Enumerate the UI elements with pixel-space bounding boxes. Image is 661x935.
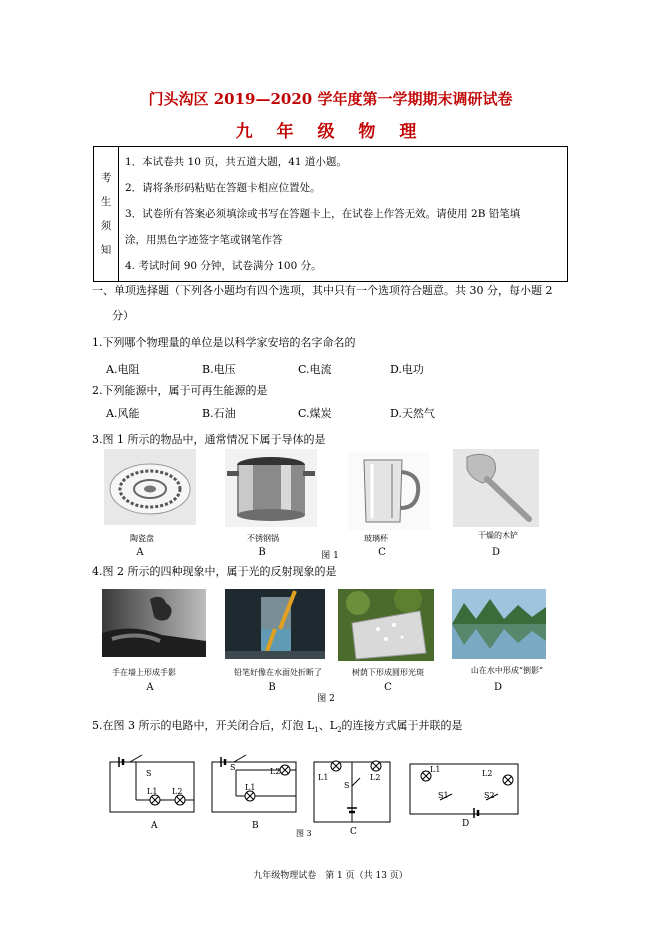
q3-caption-a: 陶瓷盘 xyxy=(130,534,154,543)
circuit-c-l2-label: L2 xyxy=(370,773,381,782)
q3-letter-a: A xyxy=(136,547,144,558)
light-spots-image xyxy=(338,589,434,661)
question-1-stem: 1.下列哪个物理量的单位是以科学家安培的名字命名的 xyxy=(92,336,356,349)
q5-letter-a: A xyxy=(151,821,158,831)
glass-cup-image xyxy=(348,452,430,530)
hand-shadow-image xyxy=(102,589,206,657)
notice-line: 3．试卷所有答案必须填涂或书写在答题卡上，在试卷上作答无效。请使用 2B 铅笔填 xyxy=(125,208,521,220)
notice-line: 2．请将条形码粘贴在答题卡相应位置处。 xyxy=(125,182,321,194)
q2-option-a: A.风能 xyxy=(106,407,140,420)
q1-option-a: A.电阻 xyxy=(106,363,140,376)
notice-lines xyxy=(119,147,568,282)
mountain-reflection-image xyxy=(452,589,546,659)
q4-caption-b: 铅笔好像在水面处折断了 xyxy=(234,668,322,677)
question-2-stem: 2.下列能源中，属于可再生能源的是 xyxy=(92,384,268,397)
circuit-b-s-label: S xyxy=(230,763,236,772)
q3-caption-b: 不锈钢锅 xyxy=(247,534,279,543)
section-heading: 一、单项选择题（下列各小题均有四个选项，其中只有一个选项符合题意。共 30 分，每小题 2 xyxy=(92,284,553,297)
q5-letter-b: B xyxy=(252,821,259,831)
circuit-diagrams-figure xyxy=(100,750,530,840)
circuit-d-s1-label: S1 xyxy=(438,791,449,800)
steel-pot-image xyxy=(225,449,317,527)
notice-side-label xyxy=(94,147,119,282)
q2-option-c: C.煤炭 xyxy=(298,407,332,420)
q3-figure-label: 图 1 xyxy=(321,551,339,561)
q4-caption-c: 树荫下形成圆形光斑 xyxy=(352,668,424,677)
notice-line: 1．本试卷共 10 页，共五道大题，41 道小题。 xyxy=(125,156,347,168)
q1-option-c: C.电流 xyxy=(298,363,332,376)
q2-option-d: D.天然气 xyxy=(390,407,435,420)
q3-letter-d: D xyxy=(491,547,501,558)
circuit-d-l2-label: L2 xyxy=(482,769,493,778)
notice-side-char: 须 xyxy=(100,220,112,232)
notice-line: 4. 考试时间 90 分钟，试卷满分 100 分。 xyxy=(125,260,322,272)
q4-letter-a: A xyxy=(146,682,154,693)
circuit-d-s2-label: S2 xyxy=(484,791,495,800)
ceramic-plate-image xyxy=(104,449,196,525)
q3-caption-c: 玻璃杯 xyxy=(364,534,388,543)
circuit-c-s-label: S xyxy=(344,781,350,790)
q4-letter-b: B xyxy=(268,682,276,693)
circuit-a-l2-label: L2 xyxy=(172,787,183,796)
q5-letter-c: C xyxy=(350,827,357,837)
question-5-stem: 5.在图 3 所示的电路中，开关闭合后，灯泡 $L_1$、$L_2$的连接方式属于并联的是 xyxy=(92,719,463,735)
section-heading-cont: 分） xyxy=(112,309,134,322)
q4-caption-a: 手在墙上形成手影 xyxy=(112,668,176,677)
q4-letter-d: D xyxy=(493,682,503,693)
q3-letter-b: B xyxy=(258,547,266,558)
circuit-d-l1-label: L1 xyxy=(430,765,441,774)
page-footer: 九年级物理试卷 第 1 页（共 13 页） xyxy=(253,871,408,881)
notice-side-char: 知 xyxy=(100,244,112,256)
circuit-c xyxy=(314,761,390,822)
q1-option-d: D.电功 xyxy=(390,363,424,376)
exam-subtitle: 九 年 级 物 理 xyxy=(235,122,426,142)
question-3-stem: 3.图 1 所示的物品中，通常情况下属于导体的是 xyxy=(92,433,326,446)
question-4-stem: 4.图 2 所示的四种现象中，属于光的反射现象的是 xyxy=(92,565,337,578)
circuit-b-l1-label: L1 xyxy=(245,783,256,792)
exam-title: 门头沟区 2019—2020 学年度第一学期期末调研试卷 xyxy=(148,90,513,108)
q4-caption-d: 山在水中形成“倒影” xyxy=(470,666,544,675)
circuit-a-l1-label: L1 xyxy=(147,787,158,796)
q1-option-b: B.电压 xyxy=(202,363,236,376)
wooden-spatula-image xyxy=(453,449,539,527)
circuit-d xyxy=(410,764,518,818)
circuit-a xyxy=(110,755,194,812)
q5-figure-label: 图 3 xyxy=(296,829,312,838)
q3-caption-d: 干燥的木铲 xyxy=(478,531,518,540)
q2-option-b: B.石油 xyxy=(202,407,236,420)
circuit-b-l2-label: L2 xyxy=(270,767,281,776)
q4-figure-label: 图 2 xyxy=(317,694,335,704)
notice-side-char: 考 xyxy=(100,172,112,184)
notice-table xyxy=(93,146,568,282)
notice-side-char: 生 xyxy=(100,196,112,208)
circuit-c-l1-label: L1 xyxy=(318,773,329,782)
circuit-a-s-label: S xyxy=(146,769,152,778)
notice-line: 涂，用黑色字迹签字笔或钢笔作答 xyxy=(125,234,283,246)
q3-letter-c: C xyxy=(378,547,386,558)
q4-letter-c: C xyxy=(384,682,392,693)
pencil-in-water-image xyxy=(225,589,325,659)
q5-letter-d: D xyxy=(462,819,470,829)
